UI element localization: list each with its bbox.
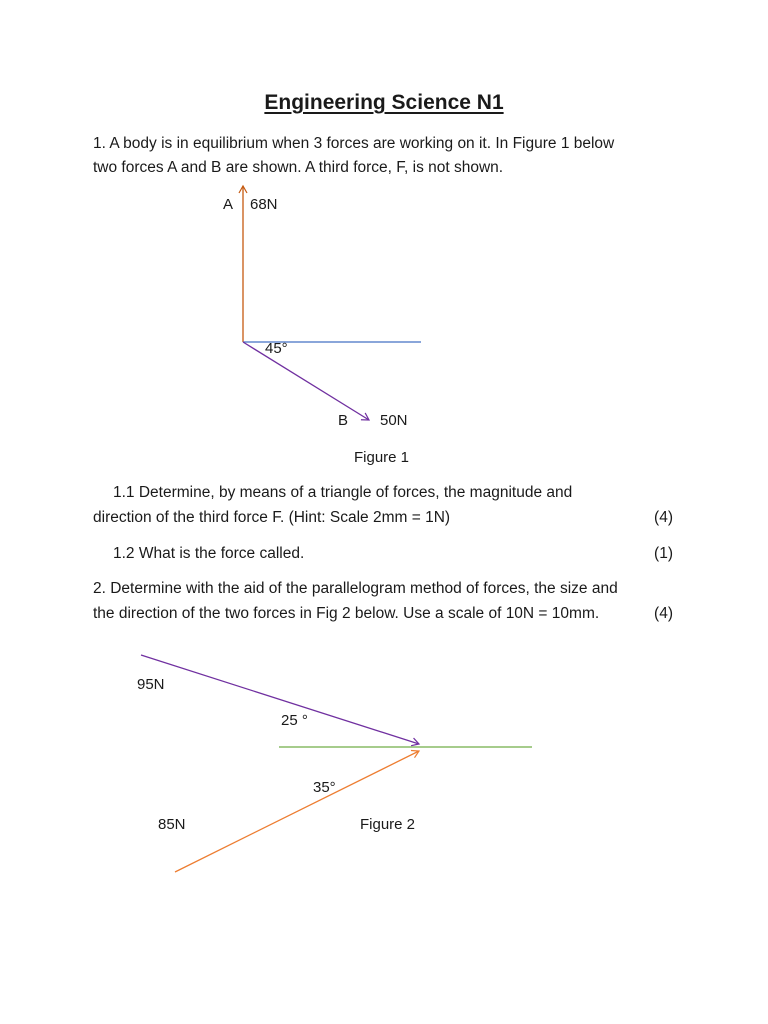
page-title: Engineering Science N1 <box>264 91 504 114</box>
question-2-marks: (4) <box>654 605 673 622</box>
figure-2-caption: Figure 2 <box>360 816 416 833</box>
force-a-value: 68N <box>250 196 278 213</box>
angle-45-label: 45° <box>265 340 288 357</box>
force-95n-arrow <box>141 655 419 744</box>
angle-35-label: 35° <box>313 779 336 796</box>
force-a-letter: A <box>223 196 234 213</box>
question-1-1-line-2: direction of the third force F. (Hint: Scale 2mm = 1N) <box>93 509 451 526</box>
question-1-2-text: 1.2 What is the force called. <box>113 545 305 562</box>
question-2-line-1: 2. Determine with the aid of the parallelogram method of forces, the size and <box>93 580 618 597</box>
question-1-2-marks: (1) <box>654 545 673 562</box>
force-85n-label: 85N <box>158 816 186 833</box>
figure-1-caption: Figure 1 <box>354 449 410 466</box>
angle-25-label: 25 ° <box>281 712 308 729</box>
force-85n-arrow <box>175 751 419 872</box>
force-b-value: 50N <box>380 412 408 429</box>
question-1-1-marks: (4) <box>654 509 673 526</box>
question-1-line-2: two forces A and B are shown. A third force, F, is not shown. <box>93 159 504 176</box>
question-1-1-line-1: 1.1 Determine, by means of a triangle of forces, the magnitude and <box>113 484 573 501</box>
question-2-line-2: the direction of the two forces in Fig 2 below. Use a scale of 10N = 10mm. <box>93 605 600 622</box>
force-b-letter: B <box>338 412 349 429</box>
force-b-arrow <box>243 342 369 420</box>
question-1-line-1: 1. A body is in equilibrium when 3 forces are working on it. In Figure 1 below <box>93 135 615 152</box>
force-95n-label: 95N <box>137 676 165 693</box>
